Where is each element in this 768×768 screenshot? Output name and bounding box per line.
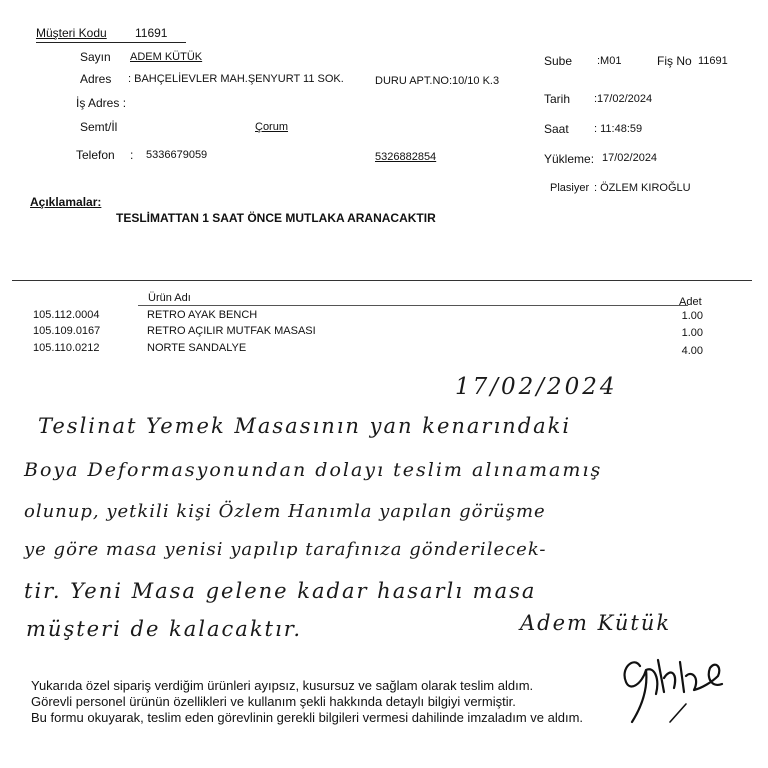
product-name: NORTE SANDALYE: [147, 342, 247, 354]
product-qty: 1.00: [681, 310, 703, 322]
notes-label: Açıklamalar:: [30, 195, 102, 209]
customer-code-label: Müşteri Kodu: [36, 26, 107, 40]
customer-code-underline: [36, 42, 186, 43]
district-label: Semt/İl: [80, 120, 118, 134]
loading-label: Yükleme:: [544, 152, 595, 166]
product-name: RETRO AÇILIR MUTFAK MASASI: [147, 325, 316, 337]
time-label: Saat: [544, 122, 569, 136]
address-label: Adres: [80, 72, 112, 86]
address-value-2: DURU APT.NO:10/10 K.3: [375, 75, 500, 87]
phone-colon: :: [130, 148, 134, 162]
declaration-line: Yukarıda özel sipariş verdiğim ürünleri ayıpsız, kusursuz ve sağlam olarak teslim aldım.: [31, 678, 534, 693]
date-value: :17/02/2024: [594, 93, 653, 105]
work-address-label: İş Adres :: [76, 96, 127, 110]
name-label: Sayın: [80, 50, 111, 64]
customer-code-value: 11691: [135, 26, 168, 40]
date-label: Tarih: [544, 92, 571, 106]
product-code: 105.110.0212: [33, 342, 100, 354]
phone-label: Telefon: [76, 148, 115, 162]
salesperson-label: Plasiyer: [550, 182, 590, 194]
handwritten-line: müşteri de kalacaktır.: [26, 617, 303, 641]
branch-label: Sube: [544, 54, 573, 68]
phone-value-2: 5326882854: [375, 151, 437, 163]
signature: [612, 648, 742, 728]
address-value: : BAHÇELİEVLER MAH.ŞENYURT 11 SOK.: [128, 73, 344, 85]
section-divider: [12, 280, 752, 281]
handwritten-line: Teslinat Yemek Masasının yan kenarındaki: [38, 414, 572, 438]
slip-value: 11691: [698, 55, 728, 67]
product-code: 105.112.0004: [33, 309, 100, 321]
product-qty: 1.00: [681, 327, 703, 339]
product-name: RETRO AYAK BENCH: [147, 309, 258, 321]
district-value: Çorum: [255, 121, 289, 133]
handwritten-date: 17/02/2024: [455, 374, 618, 400]
product-code: 105.109.0167: [33, 325, 101, 337]
notes-text: TESLİMATTAN 1 SAAT ÖNCE MUTLAKA ARANACAKTIR: [116, 211, 436, 225]
customer-name: ADEM KÜTÜK: [130, 51, 203, 63]
column-product-header: Ürün Adı: [148, 292, 191, 304]
column-qty-header: Adet: [679, 296, 702, 308]
handwritten-line: Boya Deformasyonundan dolayı teslim alınamamış: [24, 459, 603, 481]
salesperson-value: : ÖZLEM KIROĞLU: [594, 182, 691, 194]
declaration-line: Bu formu okuyarak, teslim eden görevlinin gerekli bilgileri vermesi dahilinde imzaladım ve aldım.: [31, 710, 584, 725]
phone-value: 5336679059: [146, 149, 208, 161]
handwritten-line: olunup, yetkili kişi Özlem Hanımla yapılan görüşme: [24, 501, 546, 522]
table-header-rule: [138, 305, 688, 306]
branch-value: :M01: [597, 55, 622, 67]
product-qty: 4.00: [681, 345, 703, 357]
declaration-line: Görevli personel ürünün özellikleri ve kullanım şekli hakkında detaylı bilgiyi vermiştir.: [31, 694, 516, 709]
handwritten-line: ye göre masa yenisi yapılıp tarafınıza gönderilecek-: [24, 539, 547, 560]
handwritten-line: tir. Yeni Masa gelene kadar hasarlı masa: [24, 579, 537, 603]
time-value: : 11:48:59: [594, 123, 643, 135]
handwritten-name: Adem Kütük: [520, 611, 672, 635]
slip-label: Fiş No: [657, 54, 692, 68]
loading-value: 17/02/2024: [602, 152, 658, 164]
